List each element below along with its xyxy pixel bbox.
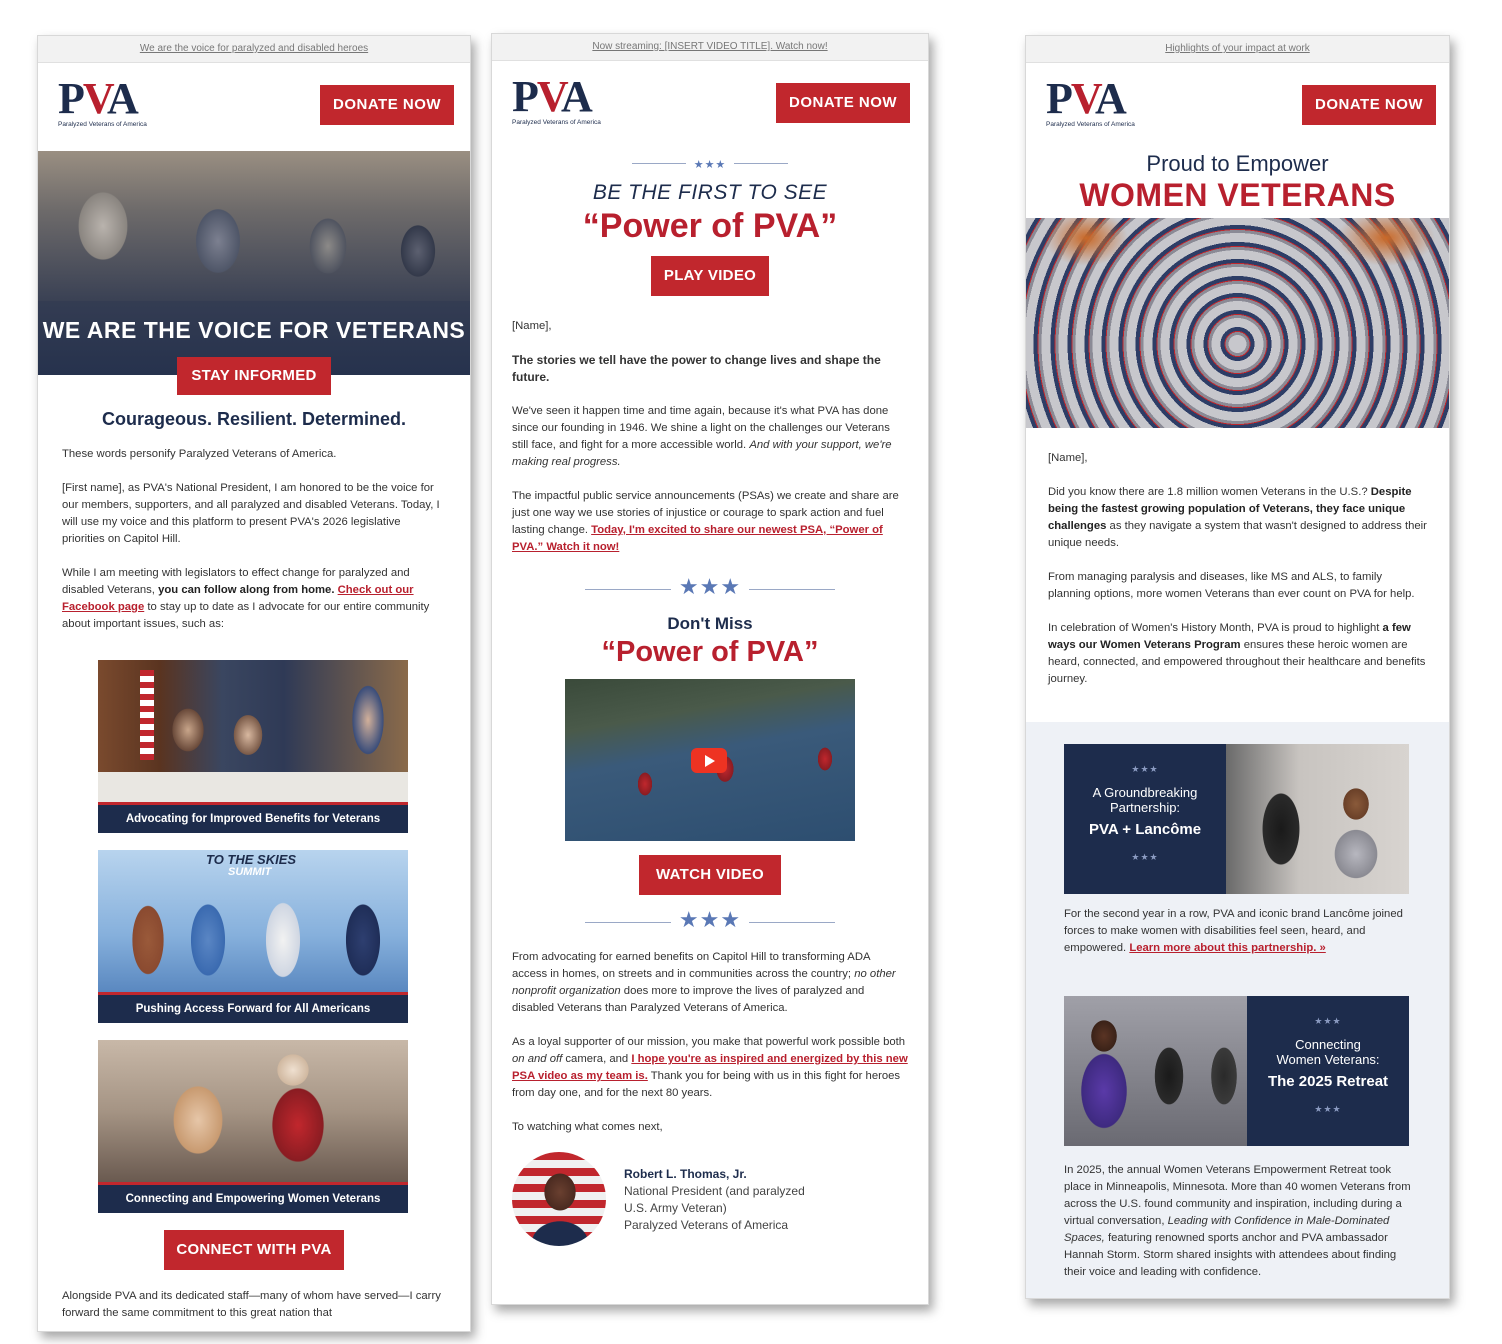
- p3-bold: a few ways our Women Veterans Program: [1048, 622, 1411, 651]
- hero-title: WE ARE THE VOICE FOR VETERANS: [42, 317, 466, 343]
- signer-title-2: U.S. Army Veteran): [624, 1201, 727, 1215]
- feature-retreat[interactable]: [1064, 996, 1409, 1146]
- p1-text: We've seen it happen time and time again, because it's what PVA has done since our founding in 1946. We shine a light on the challenges our Veterans still face, and fight for a more accessible world.: [512, 405, 890, 451]
- video-title: “Power of PVA”: [582, 207, 838, 245]
- paragraph-1: These words personify Paralyzed Veterans of America.: [62, 448, 337, 460]
- email-preview-voice-for-veterans: [37, 35, 471, 1332]
- summit-banner-text-2: SUMMIT: [228, 866, 272, 878]
- paragraph-1: [512, 403, 908, 471]
- stars-divider: [492, 574, 928, 600]
- paragraph-2: From managing paralysis and diseases, like MS and ALS, to family planning options, more women Veterans than ever count on PVA for help.: [1048, 571, 1415, 600]
- stars-icon: ★★★: [693, 159, 727, 171]
- feature-photo-retreat: [1064, 996, 1247, 1146]
- closing: To watching what comes next,: [512, 1121, 663, 1133]
- paragraph-3: [1048, 620, 1427, 688]
- feature-2-text: [1064, 1162, 1413, 1281]
- stars-divider: [492, 155, 928, 173]
- p3-text-a: In celebration of Women's History Month, PVA is proud to highlight: [1048, 622, 1380, 634]
- p4-italic: on and off: [512, 1053, 563, 1065]
- p1-text-a: Did you know there are 1.8 million women Veterans in the U.S.?: [1048, 486, 1368, 498]
- paragraph-1: [1048, 484, 1427, 552]
- lead-paragraph: The stories we tell have the power to change lives and shape the future.: [512, 353, 881, 384]
- p4-text-a: As a loyal supporter of our mission, you make that powerful work possible both: [512, 1036, 906, 1048]
- feature-2-description-a: In 2025, the annual Women Veterans Empowerment Retreat took place in Minneapolis, Minnesota. More than 40 women Veterans from across the U.S. found community and inspiration, including during a virtual conversation,: [1064, 1164, 1411, 1227]
- hero-banner: [38, 151, 470, 375]
- donate-now-button[interactable]: DONATE NOW: [320, 85, 454, 125]
- learn-more-partnership-link[interactable]: Learn more about this partnership. »: [1129, 942, 1326, 954]
- watch-video-button[interactable]: WATCH VIDEO: [639, 855, 781, 895]
- stars-icon: ★★★: [1314, 1104, 1342, 1114]
- summit-banner-text: TO THE SKIES: [206, 852, 297, 867]
- feature-line-2: Women Veterans:: [1276, 1052, 1380, 1067]
- p4-text-b: camera, and: [565, 1053, 629, 1065]
- video-title-2: “Power of PVA”: [601, 636, 819, 668]
- card-photo-summit: [98, 850, 408, 992]
- card-women[interactable]: [98, 1040, 408, 1213]
- signer-title-1: National President (and paralyzed: [624, 1184, 805, 1198]
- avatar: [512, 1152, 606, 1246]
- signer-name: Robert L. Thomas, Jr.: [624, 1167, 747, 1181]
- preheader-link[interactable]: Now streaming: [INSERT VIDEO TITLE]. Watch now!: [492, 34, 928, 61]
- stars-icon: ★★★: [1314, 1016, 1342, 1026]
- email-header: [492, 61, 928, 149]
- salutation: [Name],: [1048, 452, 1088, 464]
- p1-text-c: as they navigate a system that wasn't designed to address their unique needs.: [1048, 520, 1427, 549]
- feature-2-italic: Leading with Confidence in Male-Dominated Spaces,: [1064, 1215, 1390, 1244]
- card-photo-hearing: [98, 660, 408, 802]
- pva-logo[interactable]: [1046, 74, 1158, 133]
- logo-mark: PVA: [58, 74, 137, 123]
- logo-subtitle: Paralyzed Veterans of America: [512, 119, 601, 126]
- feature-line-1: A Groundbreaking: [1092, 785, 1198, 800]
- feature-photo-makeup: [1226, 744, 1409, 894]
- video-thumbnail[interactable]: [565, 679, 855, 841]
- preheader-link[interactable]: Highlights of your impact at work: [1026, 36, 1449, 63]
- card-caption: Connecting and Empowering Women Veterans: [98, 1182, 408, 1213]
- kicker: Proud to Empower: [1146, 151, 1329, 176]
- dont-miss: Don't Miss: [667, 614, 753, 633]
- hero-title: WOMEN VETERANS: [1079, 177, 1396, 213]
- kicker: BE THE FIRST TO SEE: [592, 181, 828, 204]
- salutation: [Name],: [512, 320, 552, 332]
- paragraph-2: [512, 488, 908, 556]
- stars-icon: ★★★: [1131, 764, 1159, 774]
- p3-italic: no other nonprofit organization: [512, 968, 896, 997]
- p3-text-b: does more to improve the lives of paralyzed and disabled Veterans than Paralyzed Veterans of America.: [512, 985, 865, 1014]
- feature-1-description: For the second year in a row, PVA and iconic brand Lancôme joined forces to make women with disabilities feel seen, heard, and empowered.: [1064, 908, 1403, 954]
- card-caption: Advocating for Improved Benefits for Veterans: [98, 802, 408, 833]
- logo-subtitle: Paralyzed Veterans of America: [1046, 121, 1135, 128]
- feature-2-description-b: featuring renowned sports anchor and PVA ambassador Hannah Storm. Storm shared insights with attendees about finding their voice and leading with confidence.: [1064, 1232, 1397, 1278]
- features-section: [1026, 722, 1449, 1298]
- p3-text-bold: you can follow along from home.: [158, 584, 335, 596]
- feature-line-3: PVA + Lancôme: [1088, 821, 1202, 838]
- paragraph-3: [512, 949, 908, 1017]
- paragraph-3: [62, 565, 446, 633]
- table: [98, 772, 408, 802]
- logo-mark: PVA: [1046, 74, 1125, 123]
- stay-informed-button[interactable]: STAY INFORMED: [177, 357, 330, 395]
- headline: Courageous. Resilient. Determined.: [101, 409, 407, 429]
- inspired-link[interactable]: I hope you're as inspired and energized by this new PSA video as my team is.: [512, 1053, 908, 1082]
- flag-icon: [140, 670, 154, 760]
- pva-logo[interactable]: [512, 72, 624, 131]
- stars-icon: ★★★: [1131, 852, 1159, 862]
- play-video-button[interactable]: PLAY VIDEO: [651, 256, 769, 296]
- email-header: [38, 63, 470, 151]
- feature-line-1: Connecting: [1295, 1037, 1361, 1052]
- feature-1-text: [1064, 906, 1413, 957]
- donate-now-button[interactable]: DONATE NOW: [776, 83, 910, 123]
- feature-line-3: The 2025 Retreat: [1267, 1073, 1389, 1090]
- email-header: [1026, 63, 1449, 151]
- paragraph-4: Alongside PVA and its dedicated staff—many of whom have served—I carry forward the same commitment to this great nation that: [62, 1290, 441, 1319]
- email-preview-power-of-pva: [491, 33, 929, 1305]
- hero-photo: [38, 151, 470, 301]
- p3-text-c: to stay up to date as I advocate for our entire community about important issues, such as:: [62, 601, 430, 630]
- feature-lancome[interactable]: [1064, 744, 1409, 894]
- card-caption: Pushing Access Forward for All Americans: [98, 992, 408, 1023]
- card-advocating[interactable]: [98, 660, 408, 833]
- p1-bold: Despite being the fastest growing population of Veterans, they face unique challenges: [1048, 486, 1412, 532]
- watch-psa-link[interactable]: Today, I'm excited to share our newest PSA, “Power of PVA.” Watch it now!: [512, 524, 883, 553]
- paragraph-4: [512, 1034, 908, 1102]
- card-access[interactable]: [98, 850, 408, 1023]
- stars-divider: [492, 907, 928, 933]
- donate-now-button[interactable]: DONATE NOW: [1302, 85, 1436, 125]
- p4-text-c: Thank you for being with us in this fight for heroes from day one, and for the next 80 years.: [512, 1070, 901, 1099]
- p3-text-c: ensures these heroic women are heard, connected, and empowered throughout their healthcare and benefits journey.: [1048, 639, 1426, 685]
- play-icon[interactable]: [691, 748, 727, 773]
- card-photo-women: [98, 1040, 408, 1182]
- stars-icon: ★★★: [678, 907, 742, 932]
- email-preview-women-veterans: [1025, 35, 1450, 1299]
- paragraph-2: [First name], as PVA's National President, I am honored to be the voice for our members, supporters, and all paralyzed and disabled Veterans. Today, I will use my voice and this platform to present PVA's 2026 legislative priorities on Capitol Hill.: [62, 482, 440, 545]
- p1-italic: And with your support, we're making real progress.: [512, 439, 892, 468]
- logo-subtitle: Paralyzed Veterans of America: [58, 121, 147, 128]
- feature-line-2: Partnership:: [1109, 800, 1181, 815]
- connect-with-pva-button[interactable]: CONNECT WITH PVA: [164, 1230, 343, 1270]
- p2-text: The impactful public service announcements (PSAs) we create and share are just one way we use stories of injustice or courage to spark action and fuel lasting change.: [512, 490, 899, 536]
- pva-logo[interactable]: [58, 74, 170, 133]
- stars-icon: ★★★: [678, 574, 742, 599]
- signer-org: Paralyzed Veterans of America: [624, 1218, 789, 1232]
- p3-text-a: While I am meeting with legislators to effect change for paralyzed and disabled Veterans,: [62, 567, 410, 596]
- preheader-link[interactable]: We are the voice for paralyzed and disabled heroes: [38, 36, 470, 63]
- facebook-page-link[interactable]: Check out our Facebook page: [62, 584, 414, 613]
- signature: [492, 1148, 928, 1248]
- p3-text-a: From advocating for earned benefits on Capitol Hill to transforming ADA access in homes, on streets and in communities across the country;: [512, 951, 870, 980]
- logo-mark: PVA: [512, 72, 591, 121]
- group-photo: [1026, 218, 1449, 428]
